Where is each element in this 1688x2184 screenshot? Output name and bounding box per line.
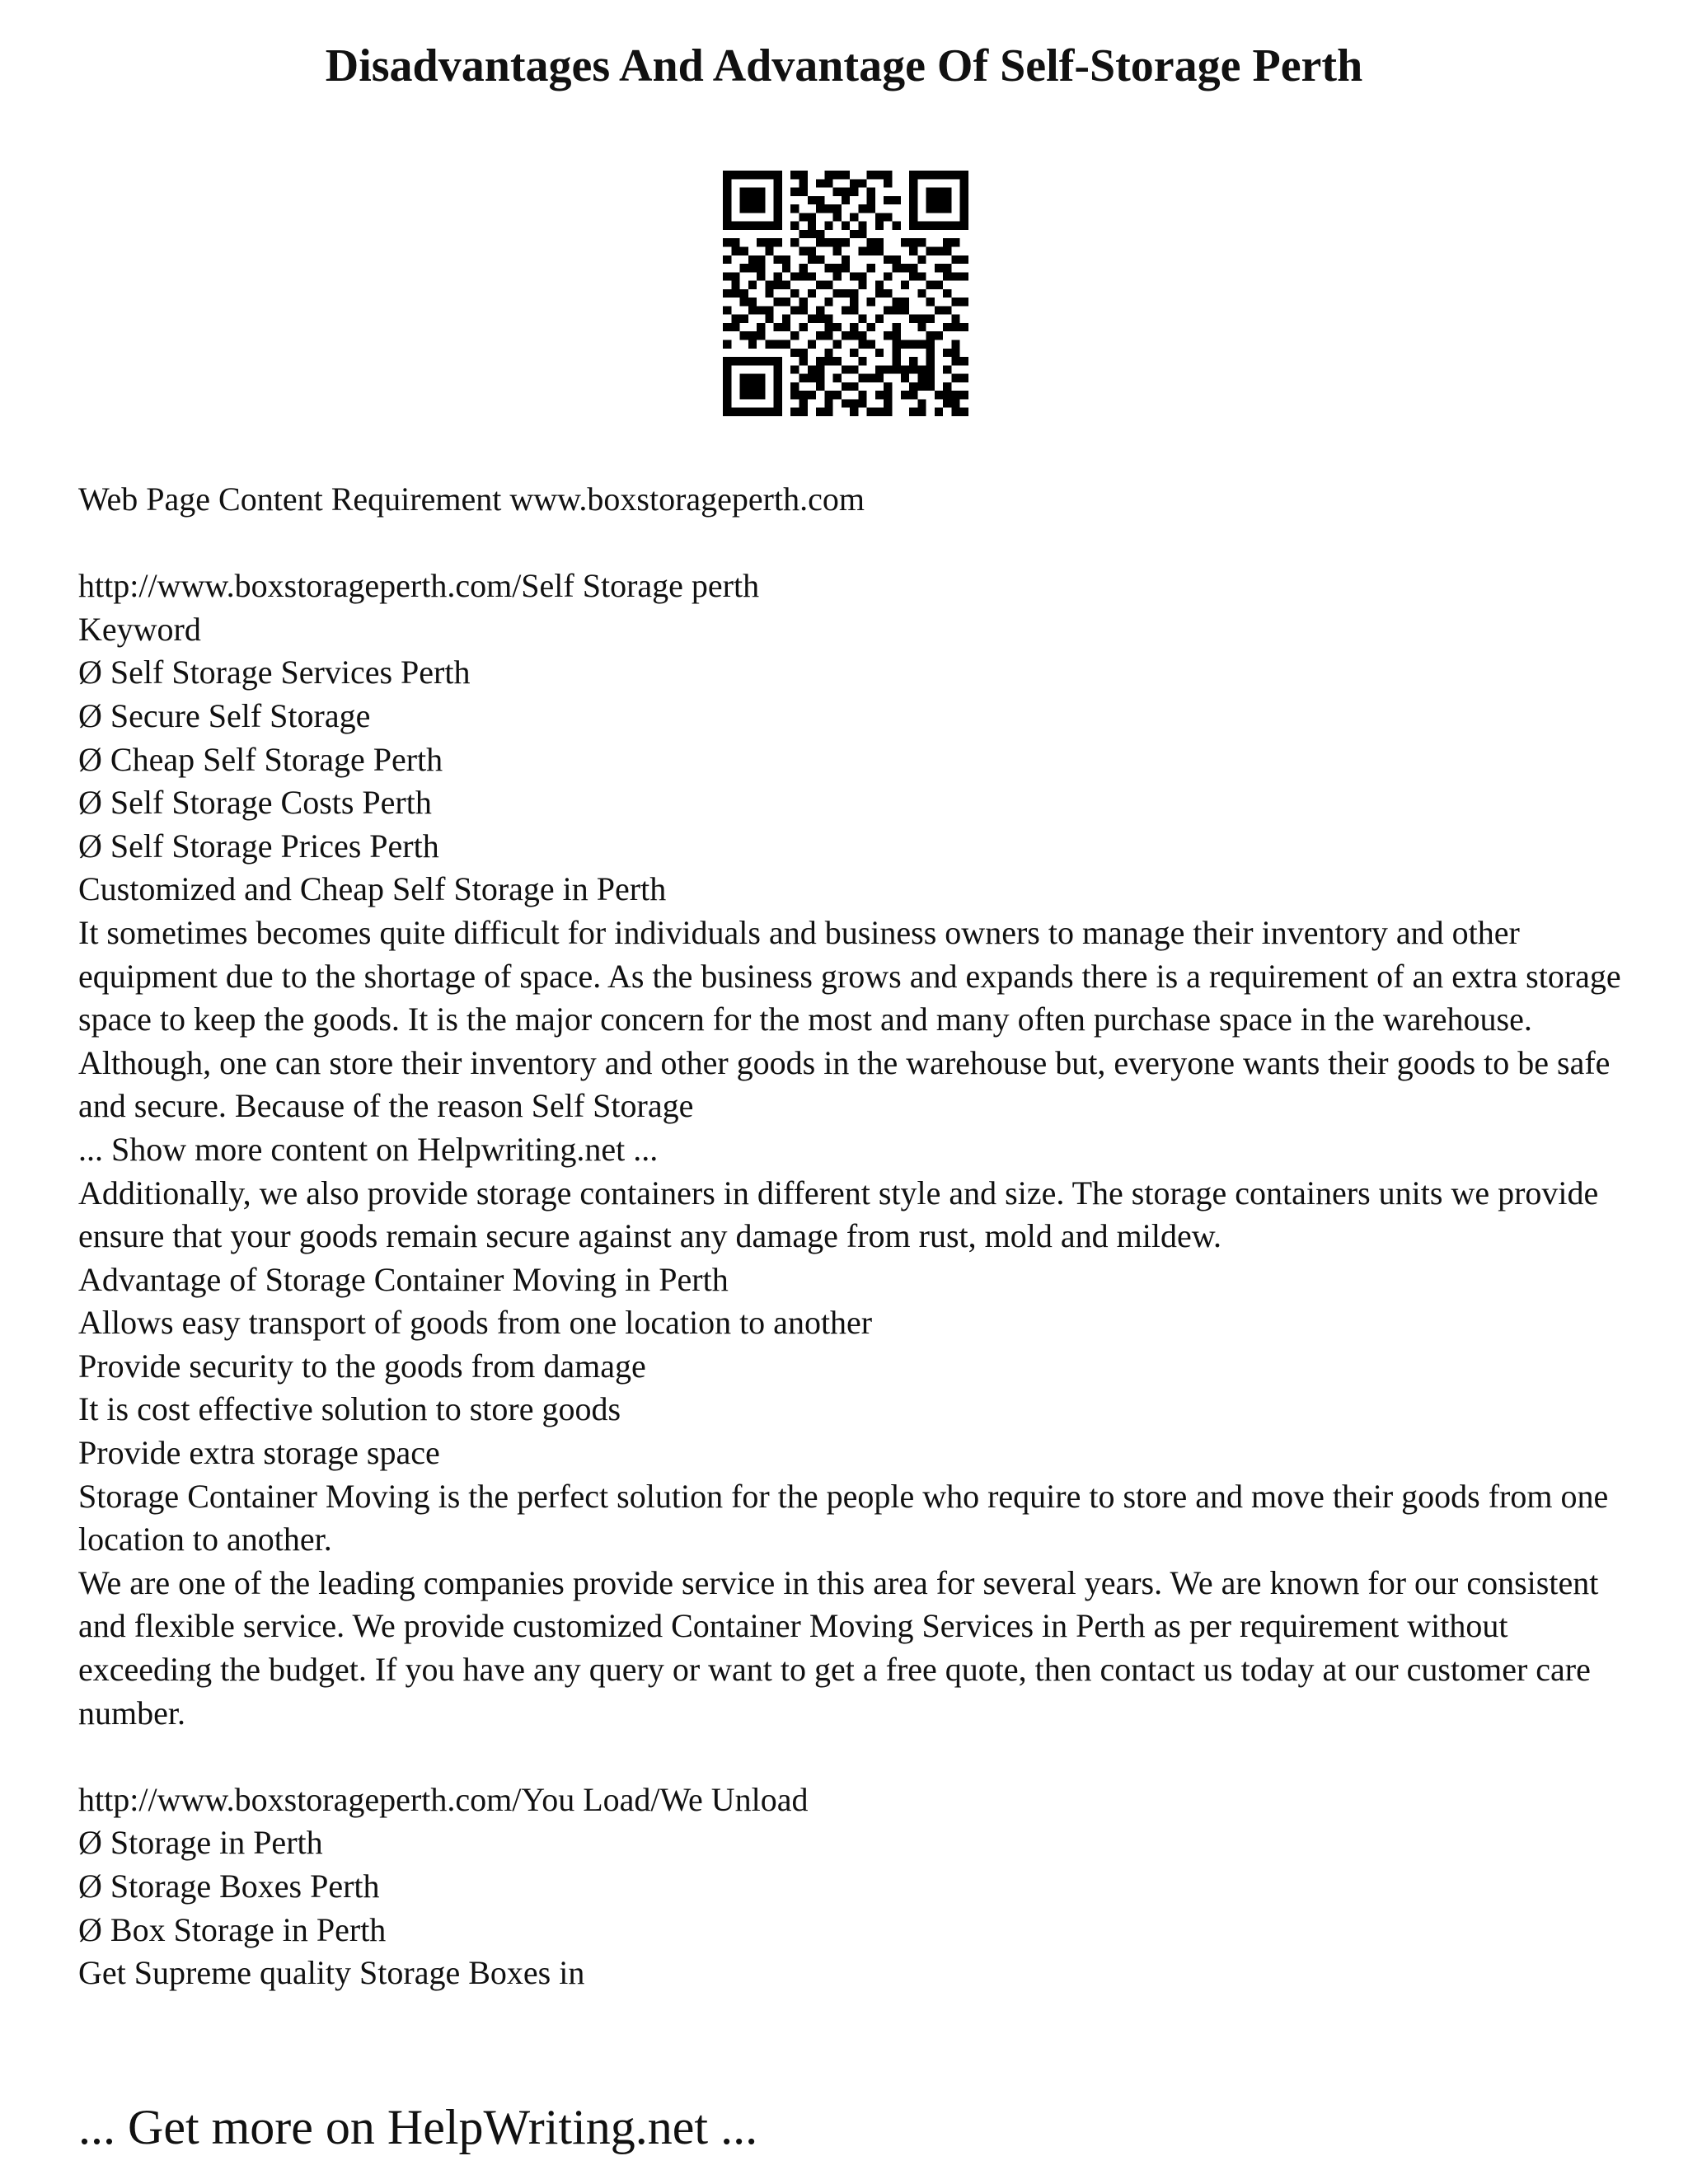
advantage-item: It is cost effective solution to store goods <box>78 1390 621 1428</box>
section1-url: http://www.boxstorageperth.com/Self Storage perth <box>78 567 760 605</box>
paragraph: It sometimes becomes quite difficult for individuals and business owners to manage their inventory and other equipment due to the shortage of space. As the business grows and expands there is a requirement of an extra storage space to keep the goods. It is the major concern for the most and many often purchase space in the warehouse. Although, one can store their inventory and other goods in the warehouse but, everyone wants their goods to be safe and secure. Because of the reason Self Storage <box>78 913 1621 1125</box>
section1-heading: Customized and Cheap Self Storage in Perth <box>78 870 667 908</box>
keyword-item: Ø Self Storage Prices Perth <box>78 827 439 865</box>
blank-line <box>78 1735 1628 1779</box>
document-body <box>78 478 1628 1995</box>
section2-tail: Get Supreme quality Storage Boxes in <box>78 1954 585 1992</box>
advantage-item: Provide extra storage space <box>78 1434 440 1472</box>
keyword-item: Ø Storage in Perth <box>78 1824 323 1862</box>
qr-code-icon <box>723 171 968 416</box>
section2-url: http://www.boxstorageperth.com/You Load/We Unload <box>78 1780 809 1818</box>
footer-text: ... Get more on HelpWriting.net ... <box>78 2100 758 2154</box>
keyword-item: Ø Storage Boxes Perth <box>78 1868 380 1905</box>
keyword-item: Ø Cheap Self Storage Perth <box>78 740 443 778</box>
keyword-label: Keyword <box>78 610 201 648</box>
document-title: Disadvantages And Advantage Of Self-Storage Perth <box>325 40 1363 91</box>
intro-line: Web Page Content Requirement www.boxstorageperth.com <box>78 480 865 518</box>
show-more-text: ... Show more content on Helpwriting.net ... <box>78 1130 659 1168</box>
keyword-item: Ø Secure Self Storage <box>78 696 371 734</box>
advantage-item: Provide security to the goods from damage <box>78 1347 646 1385</box>
keyword-item: Ø Box Storage in Perth <box>78 1910 387 1948</box>
paragraph: Storage Container Moving is the perfect solution for the people who require to store and move their goods from one location to another. <box>78 1477 1609 1558</box>
paragraph: We are one of the leading companies provide service in this area for several years. We are known for our consistent and flexible service. We provide customized Container Moving Services in Perth as per requirement without exceeding the budget. If you have any query or want to get a free quote, then contact us today at our customer care number. <box>78 1563 1599 1732</box>
keyword-item: Ø Self Storage Services Perth <box>78 654 471 691</box>
paragraph: Additionally, we also provide storage containers in different style and size. The storage containers units we provide ensure that your goods remain secure against any damage from rust, mold and mildew. <box>78 1174 1599 1255</box>
blank-line <box>78 522 1628 565</box>
advantage-item: Allows easy transport of goods from one location to another <box>78 1304 873 1342</box>
advantage-heading: Advantage of Storage Container Moving in Perth <box>78 1260 729 1298</box>
keyword-item: Ø Self Storage Costs Perth <box>78 784 432 822</box>
